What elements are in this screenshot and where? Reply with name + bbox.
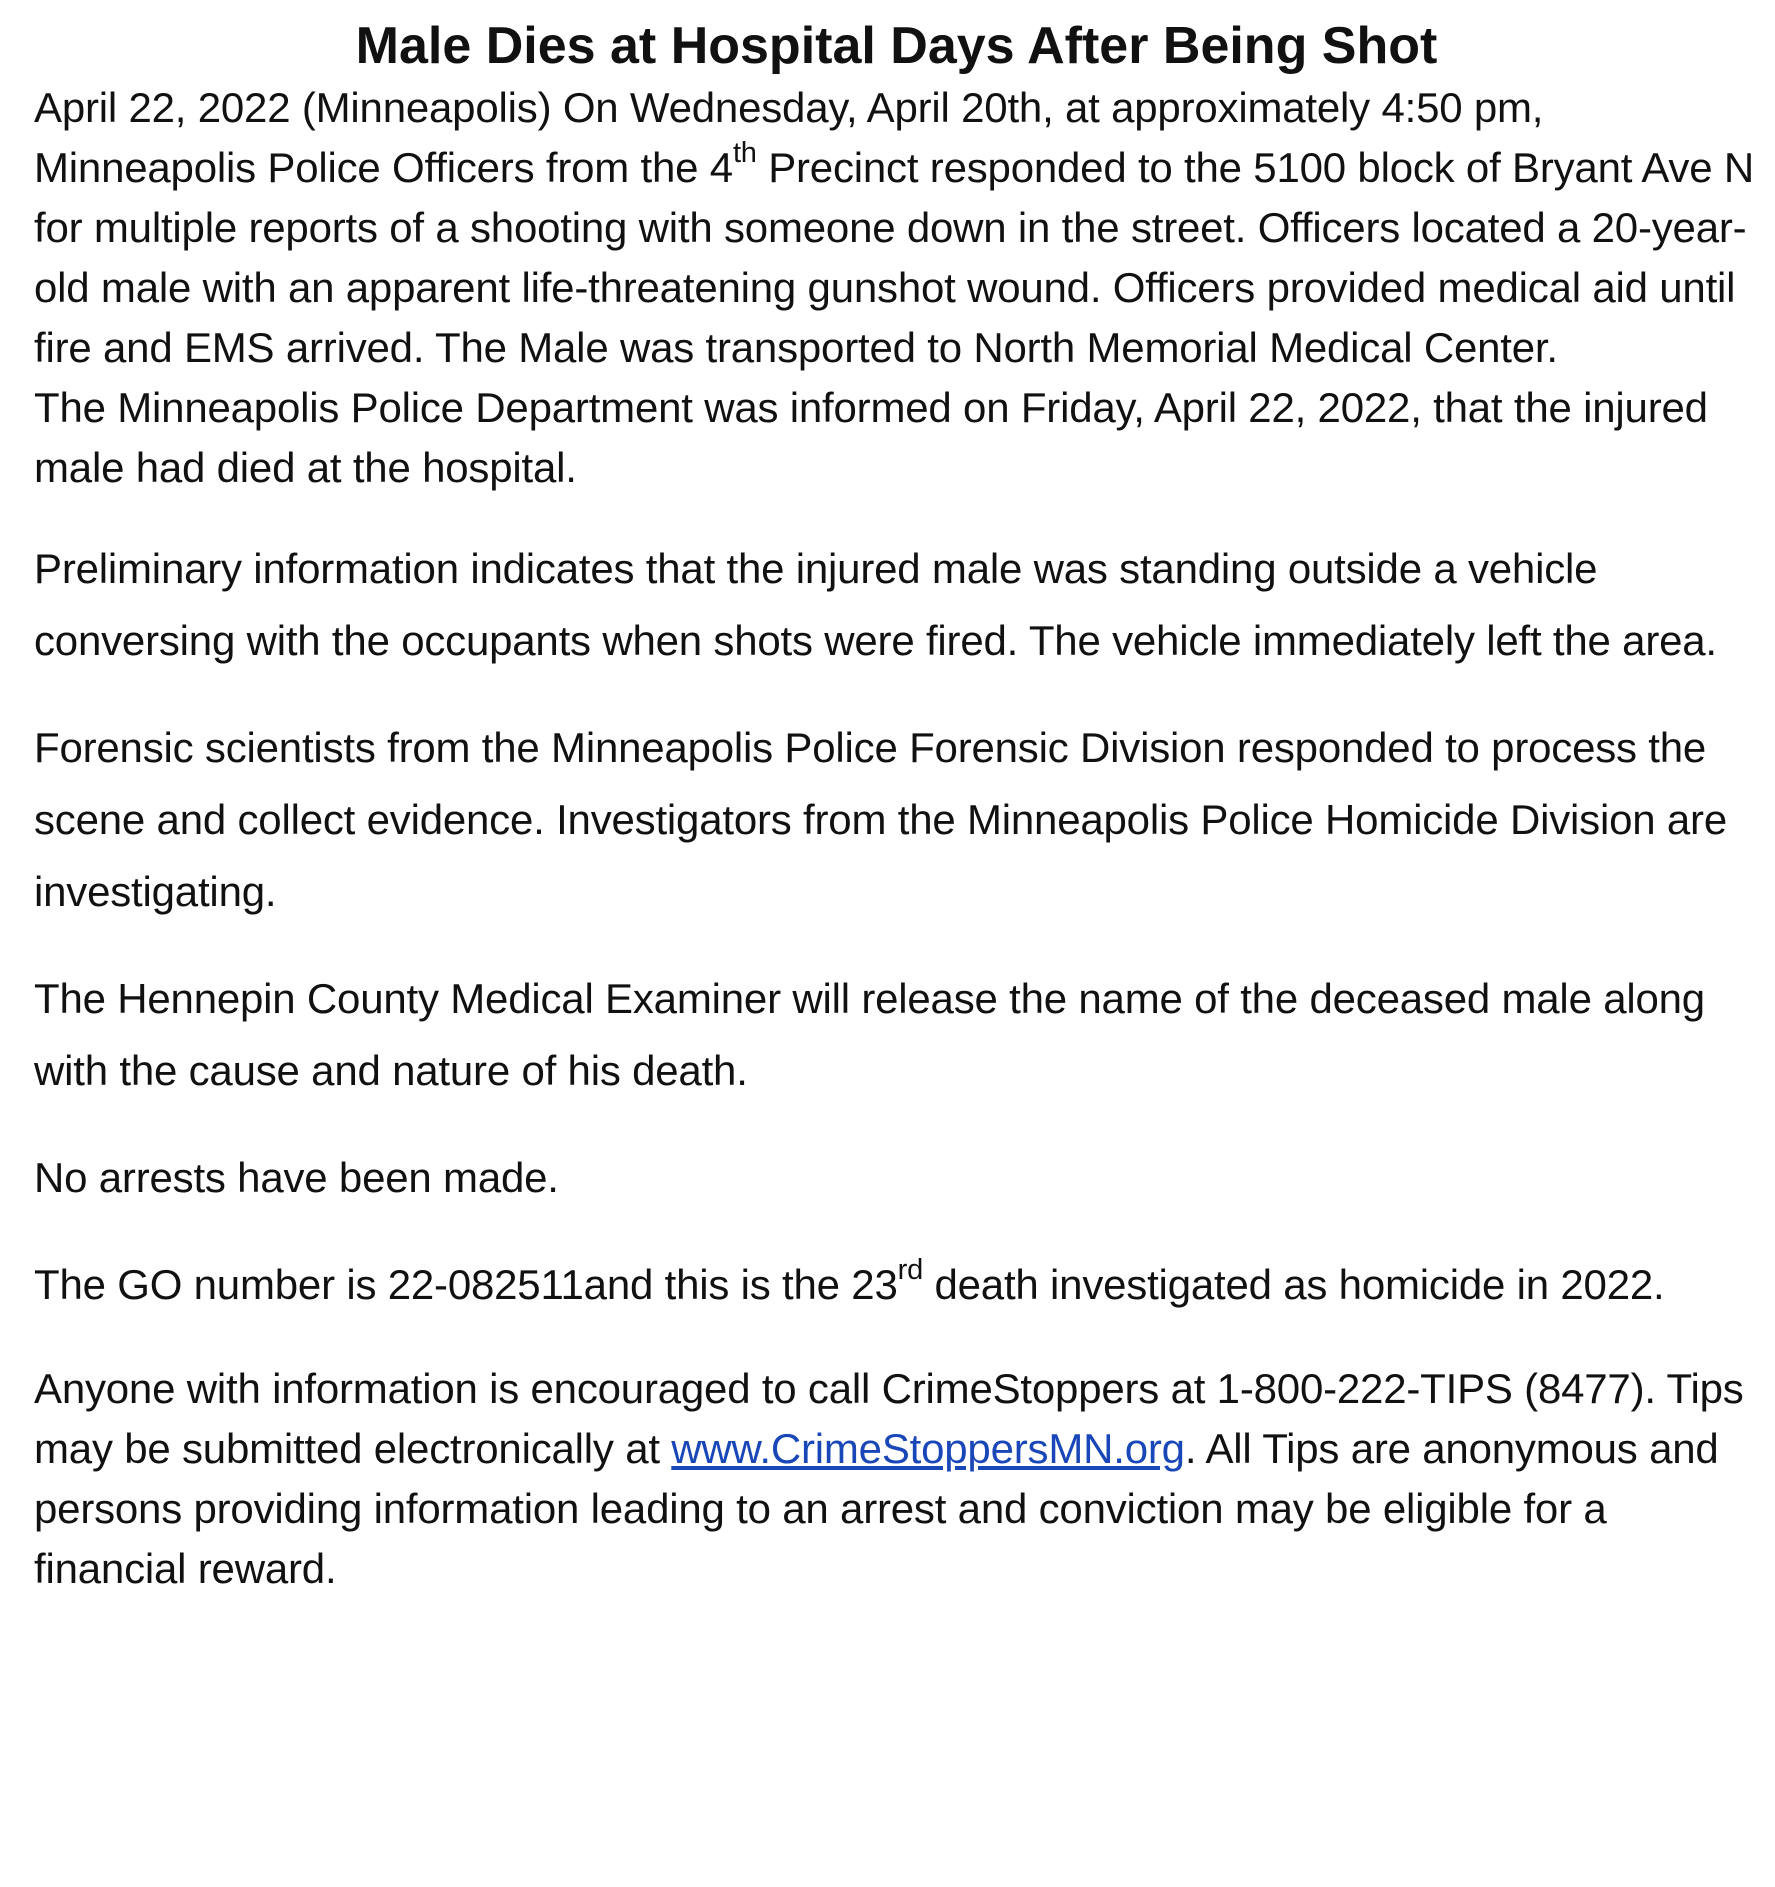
paragraph-arrests: No arrests have been made. <box>34 1154 559 1201</box>
headline: Male Dies at Hospital Days After Being Shot <box>355 17 1438 75</box>
paragraph-tips <box>34 1359 1759 1599</box>
paragraph-case-number <box>34 1249 1759 1321</box>
paragraph-preliminary-info: Preliminary information indicates that the injured male was standing outside a vehicle conversing with the occupants when shots were fired. The vehicle immediately left the area. <box>34 545 1717 664</box>
case-text-start: The GO number is 22-082511and this is the 23 <box>34 1261 898 1308</box>
case-text-end: death investigated as homicide in 2022. <box>923 1261 1665 1308</box>
ordinal-suffix: rd <box>897 1254 923 1286</box>
ordinal-suffix: th <box>732 137 757 169</box>
paragraph-forensics: Forensic scientists from the Minneapolis Police Forensic Division responded to process the scene and collect evidence. Investigators from the Minneapolis Police Homicide Division are investigating. <box>34 724 1727 915</box>
paragraph-medical-examiner: The Hennepin County Medical Examiner will release the name of the deceased male along with the cause and nature of his death. <box>34 975 1705 1094</box>
incident-text-end: Precinct responded to the 5100 block of Bryant Ave N for multiple reports of a shooting with someone down in the street. Officers located a 20-year-old male with an apparent life-threatening gunshot wound. Officers provided medical aid until fire and EMS arrived. The Male was transported to North Memorial Medical Center. <box>34 144 1754 371</box>
tips-text-end: . All Tips are anonymous and persons providing information leading to an arrest and conviction may be eligible for a financial reward. <box>34 1425 1719 1592</box>
crimestoppers-link[interactable]: www.CrimeStoppersMN.org <box>671 1425 1185 1472</box>
paragraph-incident <box>34 78 1759 378</box>
paragraph-death-notice: The Minneapolis Police Department was informed on Friday, April 22, 2022, that the injured male had died at the hospital. <box>34 384 1708 491</box>
press-release <box>34 14 1759 1599</box>
tips-text-start: Anyone with information is encouraged to call CrimeStoppers at 1-800-222-TIPS (8477). Tips may be submitted electronically at <box>34 1365 1744 1472</box>
incident-text-start: April 22, 2022 (Minneapolis) On Wednesday, April 20th, at approximately 4:50 pm, Minneapolis Police Officers from the 4 <box>34 84 1544 191</box>
